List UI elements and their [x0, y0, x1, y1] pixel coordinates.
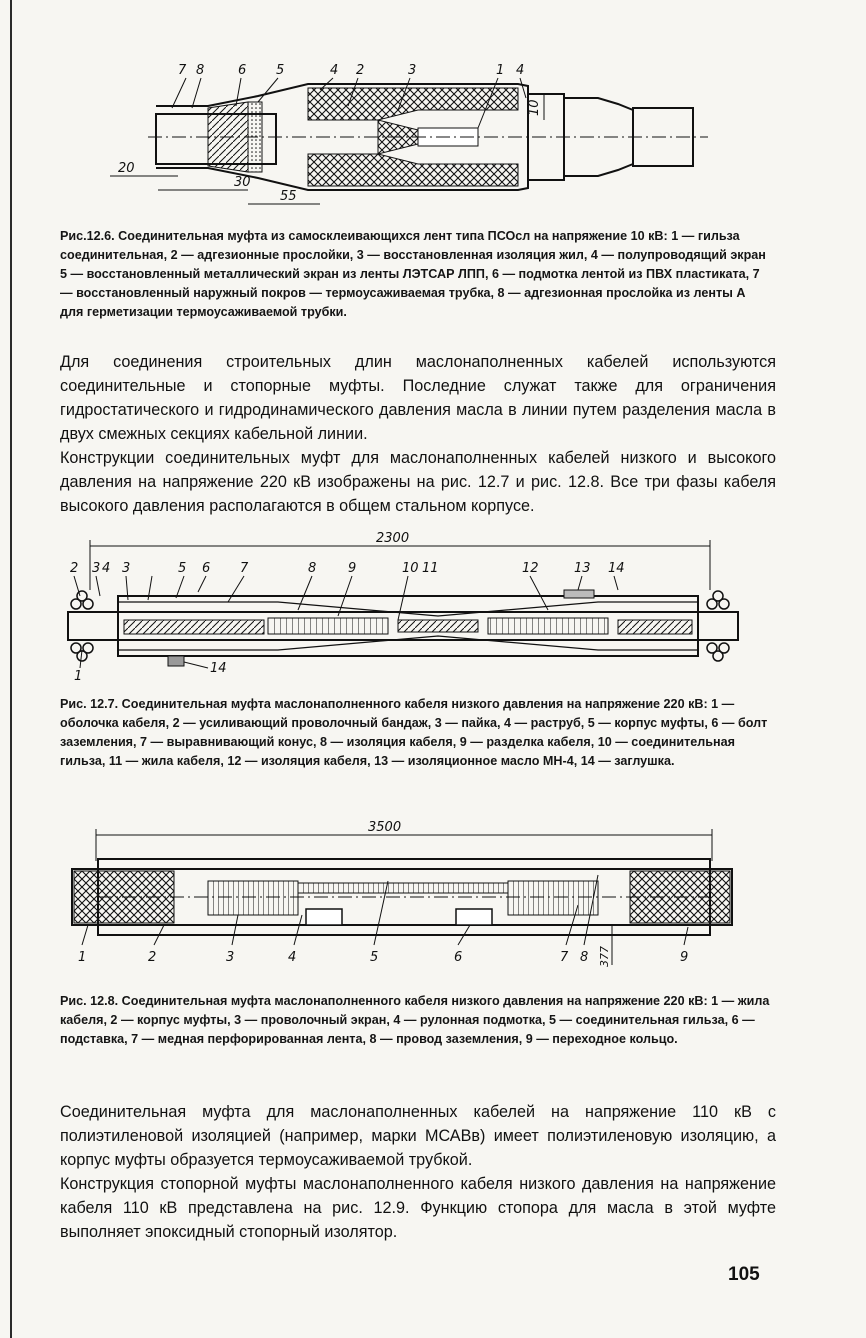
fig126-label-4: 4: [330, 63, 339, 78]
fig128-label-4: 4: [288, 950, 297, 965]
paragraph-4: Конструкция стопорной муфты маслонаполненного кабеля низкого давления на напряжение кабеля 110 кВ представлена на рис. 12.9. Функцию стопора для масла в этой муфте выполняет эпоксидный стопорный изолятор.: [60, 1175, 776, 1241]
fig128-label-8: 8: [580, 950, 589, 965]
fig127-label-3b: 3: [122, 561, 131, 576]
fig126-caption-title: Рис.12.6. Соединительная муфта из самосклеивающихся лент типа ПСОсл на напряжение 10 кВ:: [60, 229, 668, 243]
fig126-label-8: 8: [196, 63, 205, 78]
fig127-label-11: 11: [422, 561, 439, 576]
fig128-dim-3500: 3500: [368, 820, 402, 835]
fig127-label-3: 3: [92, 561, 101, 576]
fig127-label-7: 7: [240, 561, 249, 576]
text-block-2: [60, 1100, 776, 1244]
fig128-caption: Рис. 12.8. Соединительная муфта маслонаполненного кабеля низкого давления на напряжение 220 кВ: 1 — жила кабеля, 2 — корпус муфты, 3 — проволочный экран, 4 — рулонная подмотка, 5 — соединительная гильза, 6 — подставка, 7 — медная перфорированная лента, 8 — провод заземления, 9 — переходное кольцо.: [60, 994, 770, 1046]
fig126-dim-20: 20: [118, 161, 135, 176]
fig127-label-12: 12: [522, 561, 539, 576]
fig128-label-1: 1: [78, 950, 87, 965]
fig126-label-5: 5: [276, 63, 285, 78]
fig127-label-9: 9: [348, 561, 357, 576]
fig128-label-3: 3: [226, 950, 235, 965]
fig127-caption: Рис. 12.7. Соединительная муфта маслонаполненного кабеля низкого давления на напряжение 220 кВ: 1 — оболочка кабеля, 2 — усиливающий проволочный бандаж, 3 — пайка, 4 — раструб, 5 — корпус муфты, 6 — болт заземления, 7 — выравнивающий конус, 8 — изоляция кабеля, 9 — разделка кабеля, 10 — соединительная гильза, 11 — жила кабеля, 12 — изоляция кабеля, 13 — изоляционное масло МН-4, 14 — заглушка.: [60, 697, 768, 768]
figure-12-6-drawing: [58, 58, 778, 218]
paragraph-1: Для соединения строительных длин маслонаполненных кабелей используются соединительные и стопорные муфты. Последние служат также для ограничения гидростатического и гидродинамического давления масла в линии путем разделения масла в двух смежных секциях кабельной линии.: [60, 353, 776, 443]
fig127-label-8: 8: [308, 561, 317, 576]
figure-12-7: [58, 530, 778, 690]
fig127-label-13: 13: [574, 561, 591, 576]
fig126-caption-body: 1 — гильза соединительная, 2 — адгезионные прослойки, 3 — восстановленная изоляция жил, 4 — полупроводящий экран 5 — восстановленный металлический экран из ленты ЛЭТСАР ЛПП, 6 — подмотка лентой из ПВХ пластиката, 7 — восстановленный наружный покров — термоусаживаемая трубка, 8 — адгезионная прослойка из ленты А для герметизации термоусаживаемой трубки.: [60, 229, 766, 319]
page-edge-shadow: [10, 0, 12, 1338]
figure-12-7-caption: [60, 695, 772, 771]
figure-12-8: [58, 815, 778, 980]
fig127-label-2: 2: [70, 561, 79, 576]
page-number: 105: [728, 1264, 760, 1285]
fig126-label-6: 6: [238, 63, 247, 78]
paragraph-2: Конструкции соединительных муфт для маслонаполненных кабелей низкого и высокого давления на напряжение 220 кВ изображены на рис. 12.7 и рис. 12.8. Все три фазы кабеля высокого давления располагаются в общем стальном корпусе.: [60, 449, 776, 515]
fig127-label-10: 10: [402, 561, 419, 576]
text-block-1: [60, 350, 776, 518]
fig126-dim-30: 30: [234, 175, 251, 190]
fig127-label-1: 1: [74, 669, 83, 684]
fig127-dim-2300: 2300: [376, 531, 410, 546]
fig127-label-14: 14: [608, 561, 625, 576]
fig127-label-4: 4: [102, 561, 111, 576]
fig126-dim-10: 10: [527, 99, 542, 116]
figure-12-6-caption: [60, 227, 772, 322]
fig128-label-5: 5: [370, 950, 379, 965]
fig127-label-5: 5: [178, 561, 187, 576]
paragraph-3: Соединительная муфта для маслонаполненных кабелей на напряжение 110 кВ с полиэтиленовой изоляцией (например, марки МСАВв) имеет полиэтиленовую изоляцию, а корпус муфты образуется термоусаживаемой трубкой.: [60, 1103, 776, 1169]
figure-12-8-drawing: [58, 815, 778, 980]
fig126-label-4b: 4: [516, 63, 525, 78]
fig128-label-2: 2: [148, 950, 157, 965]
fig128-label-9: 9: [680, 950, 689, 965]
figure-12-8-caption: [60, 992, 772, 1049]
fig128-label-6: 6: [454, 950, 463, 965]
fig127-label-14b: 14: [210, 661, 227, 676]
figure-12-7-drawing: [58, 530, 778, 690]
figure-12-6: [58, 58, 778, 218]
fig128-label-7: 7: [560, 950, 569, 965]
fig128-dim-377: 377: [598, 946, 611, 967]
fig126-label-1: 1: [496, 63, 505, 78]
fig126-label-7: 7: [178, 63, 187, 78]
fig126-dim-55: 55: [280, 189, 297, 204]
fig126-label-2: 2: [356, 63, 365, 78]
fig126-label-3: 3: [408, 63, 417, 78]
fig127-label-6: 6: [202, 561, 211, 576]
